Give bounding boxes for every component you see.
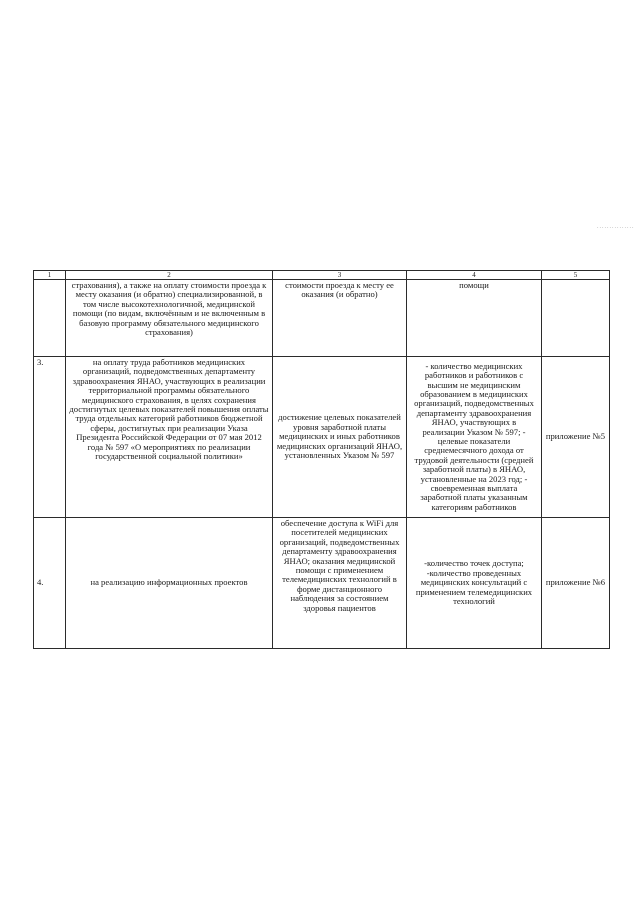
direction-cell: страхования), а также на оплату стоимости проезда к месту оказания (и обратно) специализированной, в том числе высокотехнологичной, медицинской помощи (по видам, включённым и не включенным в базовую программу обязательного медицинского страхования) [66, 280, 273, 357]
corner-mark: ............... [597, 224, 635, 230]
appendix-cell [542, 280, 610, 357]
table-row [34, 280, 610, 357]
measures-table [33, 270, 610, 649]
appendix-cell: приложение №6 [542, 518, 610, 649]
indicator-cell: -количество точек доступа; -количество проведенных медицинских консультаций с применением телемедицинских технологий [407, 518, 542, 649]
direction-cell: на оплату труда работников медицинских организаций, подведомственных департаменту здравоохранения ЯНАО, участвующих в реализации территориальной программы обязательного медицинского страхования, в целях сохранения достигнутых целевых показателей повышения оплаты труда отдельных категорий работников бюджетной сферы, достигнутых при реализации Указа Президента Российской Федерации от 07 мая 2012 года № 597 «О мероприятиях по реализации государственной социальной политики» [66, 357, 273, 518]
header-cell: 2 [66, 271, 273, 280]
result-cell: стоимости проезда к месту ее оказания (и обратно) [273, 280, 407, 357]
header-cell: 4 [407, 271, 542, 280]
appendix-cell: приложение №5 [542, 357, 610, 518]
result-cell: достижение целевых показателей уровня заработной платы медицинских и иных работников медицинских организаций ЯНАО, установленных Указом № 597 [273, 357, 407, 518]
header-cell: 3 [273, 271, 407, 280]
indicator-cell: - количество медицинских работников и работников с высшим не медицинским образованием в медицинских организаций, подведомственных департаменту здравоохранения ЯНАО, участвующих в реализации Указом № 597; - целевые показатели среднемесячного дохода от трудовой деятельности (средней заработной платы) в ЯНАО, установленные на 2023 год; - своевременная выплата заработной платы указанным категориям работников [407, 357, 542, 518]
row-number: 3. [34, 357, 66, 518]
header-cell: 5 [542, 271, 610, 280]
row-number [34, 280, 66, 357]
direction-cell: на реализацию информационных проектов [66, 518, 273, 649]
table-row [34, 357, 610, 518]
indicator-cell: помощи [407, 280, 542, 357]
row-number: 4. [34, 518, 66, 649]
result-cell: обеспечение доступа к WiFi для посетителей медицинских организаций, подведомственных департаменту здравоохранения ЯНАО; оказания медицинской помощи с применением телемедицинских технологий в форме дистанционного наблюдения за состоянием здоровья пациентов [273, 518, 407, 649]
table-header-row [34, 271, 610, 280]
table-row [34, 518, 610, 649]
header-cell: 1 [34, 271, 66, 280]
